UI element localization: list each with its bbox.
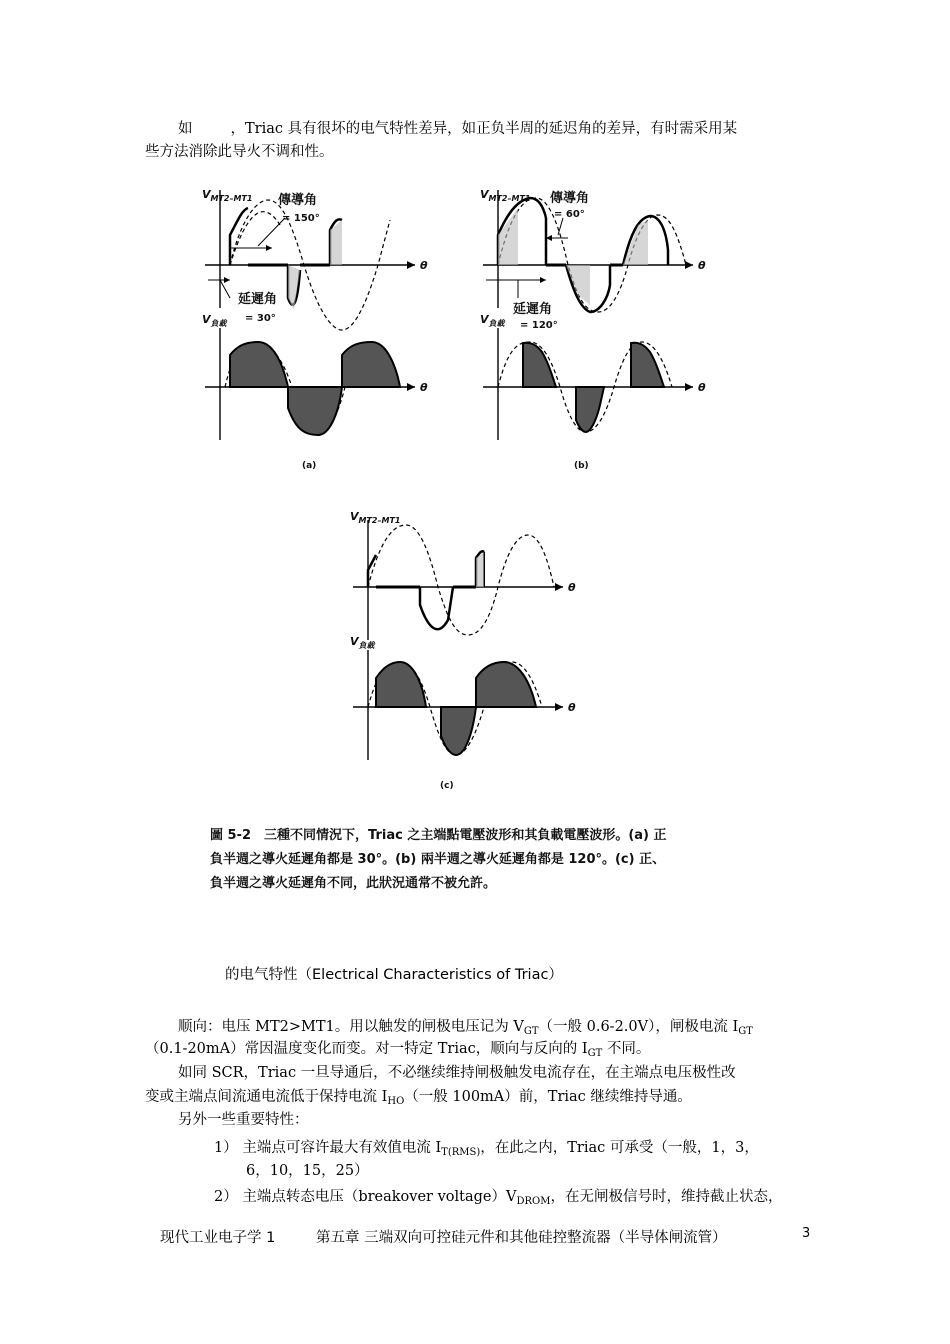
list-item-2: 2） 主端点转态电压（breakover $voltage)V_{DROM}$，在无闸极信号时，维持截止状态， [214,1189,783,1207]
figure-caption-line-2: 負半週之導火延遲角都是 30°。(b) 兩半週之導火延遲角都是 120°。(c) 正、 [210,852,666,867]
delay-angle-label-a: 延遲角 [238,292,278,307]
panel-b-mt-waveform [483,190,693,312]
conduction-angle-label-b: 傳導角 [550,191,590,206]
footer-chapter: 第五章 三端双向可控硅元件和其他硅控整流器（半导体闸流管） [316,1230,727,1246]
axis-label-vmt: $V_{MT2-MT1}$ [202,188,253,203]
panel-b-load-waveform [483,328,693,440]
panel-c-load-waveform [353,650,563,760]
figure-5-2 [190,180,730,810]
list-item-1-line-1: 1） 主端点可容许最大有效值电流 $I_{T(RMS)}$，在此之内，Triac 可承受（一般，1，3， [214,1140,759,1158]
panel-a-labels [202,188,428,324]
section-heading: 的电气特性（Electrical Characteristics of Triac） [225,967,563,983]
para-2-line-2: 变或主端点间流通电流低于保持电流 $I_{HO}$（一般 100mA）前，Triac 继续维持导通。 [145,1089,692,1107]
para-3: 另外一些重要特性： [178,1112,309,1128]
conduction-angle-value-a: = 150° [282,213,320,224]
list-item-1-line-2: 6，10，15，25） [246,1163,369,1179]
panel-tag-b: (b) [574,461,589,471]
delay-angle-value-b: = 120° [520,320,558,331]
page-number: 3 [802,1226,811,1241]
para-1-line-2: （0.1-20mA）常因温度变化而变。对一特定 Triac，顺向与反向的 $I_{GT}$ 不同。 [145,1041,651,1059]
figure-caption [210,824,710,896]
theta-label-a-bottom: θ [420,381,428,394]
delay-angle-value-a: = 30° [245,313,276,324]
theta-label-b-bottom: θ [698,381,706,394]
panel-tag-a: (a) [302,461,317,471]
theta-label-b-top: θ [698,259,706,272]
theta-label-a-top: θ [420,259,428,272]
panel-c-labels [350,510,576,594]
panel-tag-c: (c) [440,781,454,791]
conduction-angle-value-b: = 60° [554,209,585,220]
axis-label-vload-c: $V_{負載}$ [350,635,375,650]
para-2-line-1: 如同 SCR，Triac 一旦导通后，不必继续维持闸极触发电流存在，在主端点电压极性改 [178,1065,736,1081]
axis-label-vload-b: $V_{負載}$ [480,313,505,328]
panel-a-load-waveform [205,328,415,440]
panel-c-mt-waveform [353,520,563,640]
theta-label-c-bottom: θ [568,701,576,714]
delay-angle-label-b: 延遲角 [513,302,553,317]
panel-a-mt-waveform [205,190,415,330]
figure-caption-line-3: 負半週之導火延遲角不同，此狀況通常不被允許。 [210,876,497,891]
theta-label-c-top: θ [568,581,576,594]
axis-label-vmt-c: $V_{MT2-MT1}$ [350,510,401,525]
figure-caption-line-1: 圖 5-2 三種不同情況下，Triac 之主端點電壓波形和其負載電壓波形。(a) 正 [210,828,667,843]
intro-line-2: 些方法消除此导火不调和性。 [145,144,334,160]
footer-book-title: 现代工业电子学 1 [160,1230,276,1246]
intro-line-1: 如 ，Triac 具有很坏的电气特性差异，如正负半周的延迟角的差异，有时需采用某 [178,121,738,137]
para-1-line-1: 顺向：电压 MT2>MT1。用以触发的闸极电压记为 $V_{GT}$（一般 0.6-2.0V），闸极电流 $I_{GT}$ [178,1019,753,1037]
axis-label-vmt-b: $V_{MT2-MT1}$ [480,188,531,203]
conduction-angle-label-a: 傳導角 [278,193,318,208]
axis-label-vload-a: $V_{負載}$ [202,313,227,328]
